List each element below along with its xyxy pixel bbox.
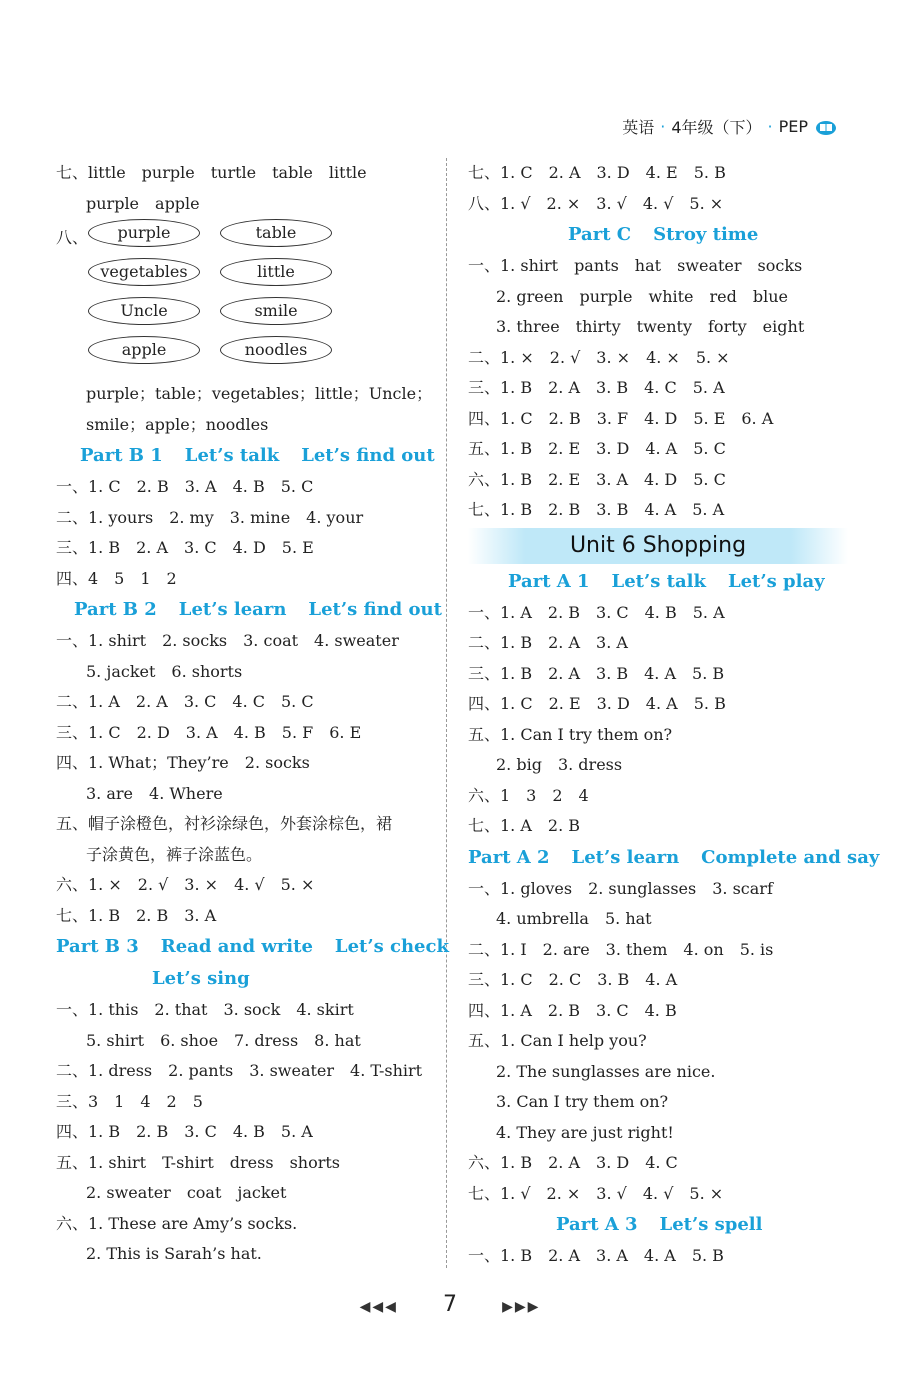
answer-line: 二、1. yours 2. my 3. mine 4. your xyxy=(56,507,364,527)
answer-line: 四、1. C 2. E 3. D 4. A 5. B xyxy=(468,694,726,713)
answer-line: 六、1. These are Amy’s socks. xyxy=(56,1213,298,1233)
answer-line: 三、3 1 4 2 5 xyxy=(56,1091,203,1111)
answer-line: purple apple xyxy=(86,193,200,213)
answer-line: 五、1. Can I help you? xyxy=(468,1031,647,1050)
answer-line: 三、1. C 2. C 3. B 4. A xyxy=(468,970,678,989)
section-heading: Part A 3 Let’s spell xyxy=(556,1214,763,1235)
answer-line: 三、1. B 2. A 3. C 4. D 5. E xyxy=(56,538,314,557)
answer-line: 七、1. B 2. B 3. B 4. A 5. A xyxy=(468,500,725,519)
answer-line: purple；table；vegetables；little；Uncle； xyxy=(86,384,433,403)
book-icon xyxy=(814,118,838,136)
answer-line: 一、1. gloves 2. sunglasses 3. scarf xyxy=(468,878,773,898)
answer-line: 一、1. this 2. that 3. sock 4. skirt xyxy=(56,1000,354,1019)
answer-line: 五、1. B 2. E 3. D 4. A 5. C xyxy=(468,439,726,458)
answer-line: smile；apple；noodles xyxy=(86,414,269,434)
section-heading: Part C Stroy time xyxy=(568,224,759,245)
answer-line: 2. The sunglasses are nice. xyxy=(496,1061,716,1081)
answer-line: 三、1. B 2. A 3. B 4. A 5. B xyxy=(468,663,725,683)
answer-line: 子涂黄色，裤子涂蓝色。 xyxy=(86,844,263,864)
left-column xyxy=(56,158,449,1270)
answer-line: 一、1. B 2. A 3. A 4. A 5. B xyxy=(468,1246,724,1265)
answer-line: 3. Can I try them on? xyxy=(496,1092,669,1111)
section-heading: Part A 2 Let’s learn Complete and say xyxy=(468,846,880,868)
oval-words xyxy=(56,219,441,379)
answer-line: 七、1. B 2. B 3. A xyxy=(56,905,217,925)
answer-line: 2. sweater coat jacket xyxy=(86,1183,287,1202)
page-header: 英语 · 4年级（下） · PEP xyxy=(622,115,838,138)
answer-line: 四、1. B 2. B 3. C 4. B 5. A xyxy=(56,1122,313,1141)
answer-line: 七、1. C 2. A 3. D 4. E 5. B xyxy=(468,163,726,182)
answer-line: 四、1. A 2. B 3. C 4. B xyxy=(468,1000,677,1020)
oval-word: Uncle xyxy=(88,297,200,325)
oval-word: apple xyxy=(88,336,200,364)
answer-line: 六、1. B 2. A 3. D 4. C xyxy=(468,1153,678,1172)
grade-label: 4年级（下） xyxy=(671,118,762,137)
answer-line: 2. This is Sarah’s hat. xyxy=(86,1244,262,1263)
edition-label: PEP xyxy=(778,117,808,136)
answer-line: 一、1. A 2. B 3. C 4. B 5. A xyxy=(468,602,725,622)
answer-line: 五、1. Can I try them on? xyxy=(468,724,673,744)
answer-line: 六、1 3 2 4 xyxy=(468,785,589,805)
oval-word: vegetables xyxy=(88,258,200,286)
answer-line: 五、1. shirt T-shirt dress shorts xyxy=(56,1152,341,1172)
prev-arrows-icon: ◀◀◀ xyxy=(359,1299,398,1315)
section-heading: Part B 1 Let’s talk Let’s find out xyxy=(80,445,435,466)
answer-line: 七、1. √ 2. × 3. √ 4. √ 5. × xyxy=(468,1183,724,1203)
answer-line: 四、4 5 1 2 xyxy=(56,568,177,588)
section-heading: Part B 2 Let’s learn Let’s find out xyxy=(74,599,442,620)
page-number: 7 xyxy=(443,1292,457,1317)
page-footer xyxy=(0,1292,900,1317)
oval-word: smile xyxy=(220,297,332,325)
section-heading: Let’s sing xyxy=(152,968,250,989)
answer-line: 一、1. C 2. B 3. A 4. B 5. C xyxy=(56,477,314,496)
section-label: 八、 xyxy=(56,228,89,247)
answer-line: 五、帽子涂橙色，衬衫涂绿色，外套涂棕色，裙 xyxy=(56,814,393,833)
answer-line: 3. three thirty twenty forty eight xyxy=(496,317,805,336)
oval-word: little xyxy=(220,258,332,286)
oval-word: noodles xyxy=(220,336,332,364)
answer-line: 4. umbrella 5. hat xyxy=(496,909,652,928)
answer-line: 三、1. C 2. D 3. A 4. B 5. F 6. E xyxy=(56,722,362,742)
right-column xyxy=(468,158,880,1272)
next-arrows-icon: ▶▶▶ xyxy=(502,1299,541,1315)
section-heading: Part A 1 Let’s talk Let’s play xyxy=(508,570,825,592)
answer-line: 2. green purple white red blue xyxy=(496,286,789,306)
oval-word: table xyxy=(220,219,332,247)
answer-line: 七、little purple turtle table little xyxy=(56,163,367,182)
unit-title: Unit 6 Shopping xyxy=(468,528,848,564)
answer-line: 二、1. B 2. A 3. A xyxy=(468,633,628,652)
answer-line: 3. are 4. Where xyxy=(86,783,223,803)
answer-line: 八、1. √ 2. × 3. √ 4. √ 5. × xyxy=(468,193,724,213)
answer-line: 一、1. shirt pants hat sweater socks xyxy=(468,256,803,275)
answer-line: 一、1. shirt 2. socks 3. coat 4. sweater xyxy=(56,631,399,650)
answer-line: 六、1. × 2. √ 3. × 4. √ 5. × xyxy=(56,875,315,894)
answer-line: 5. shirt 6. shoe 7. dress 8. hat xyxy=(86,1030,361,1050)
answer-line: 二、1. A 2. A 3. C 4. C 5. C xyxy=(56,692,314,711)
answer-line: 四、1. What；They’re 2. socks xyxy=(56,753,310,772)
answer-line: 二、1. I 2. are 3. them 4. on 5. is xyxy=(468,939,774,959)
answer-line: 5. jacket 6. shorts xyxy=(86,661,243,681)
answer-line: 七、1. A 2. B xyxy=(468,816,581,835)
answer-line: 2. big 3. dress xyxy=(496,755,623,774)
subject-label: 英语 xyxy=(622,118,655,137)
answer-line: 三、1. B 2. A 3. B 4. C 5. A xyxy=(468,378,725,397)
answer-line: 二、1. dress 2. pants 3. sweater 4. T-shirt xyxy=(56,1061,423,1080)
section-heading: Part B 3 Read and write Let’s check xyxy=(56,936,449,957)
answer-line: 二、1. × 2. √ 3. × 4. × 5. × xyxy=(468,347,730,367)
column-divider xyxy=(446,158,447,1268)
oval-word: purple xyxy=(88,219,200,247)
answer-line: 六、1. B 2. E 3. A 4. D 5. C xyxy=(468,469,726,489)
answer-line: 四、1. C 2. B 3. F 4. D 5. E 6. A xyxy=(468,408,774,428)
answer-line: 4. They are just right! xyxy=(496,1122,674,1142)
